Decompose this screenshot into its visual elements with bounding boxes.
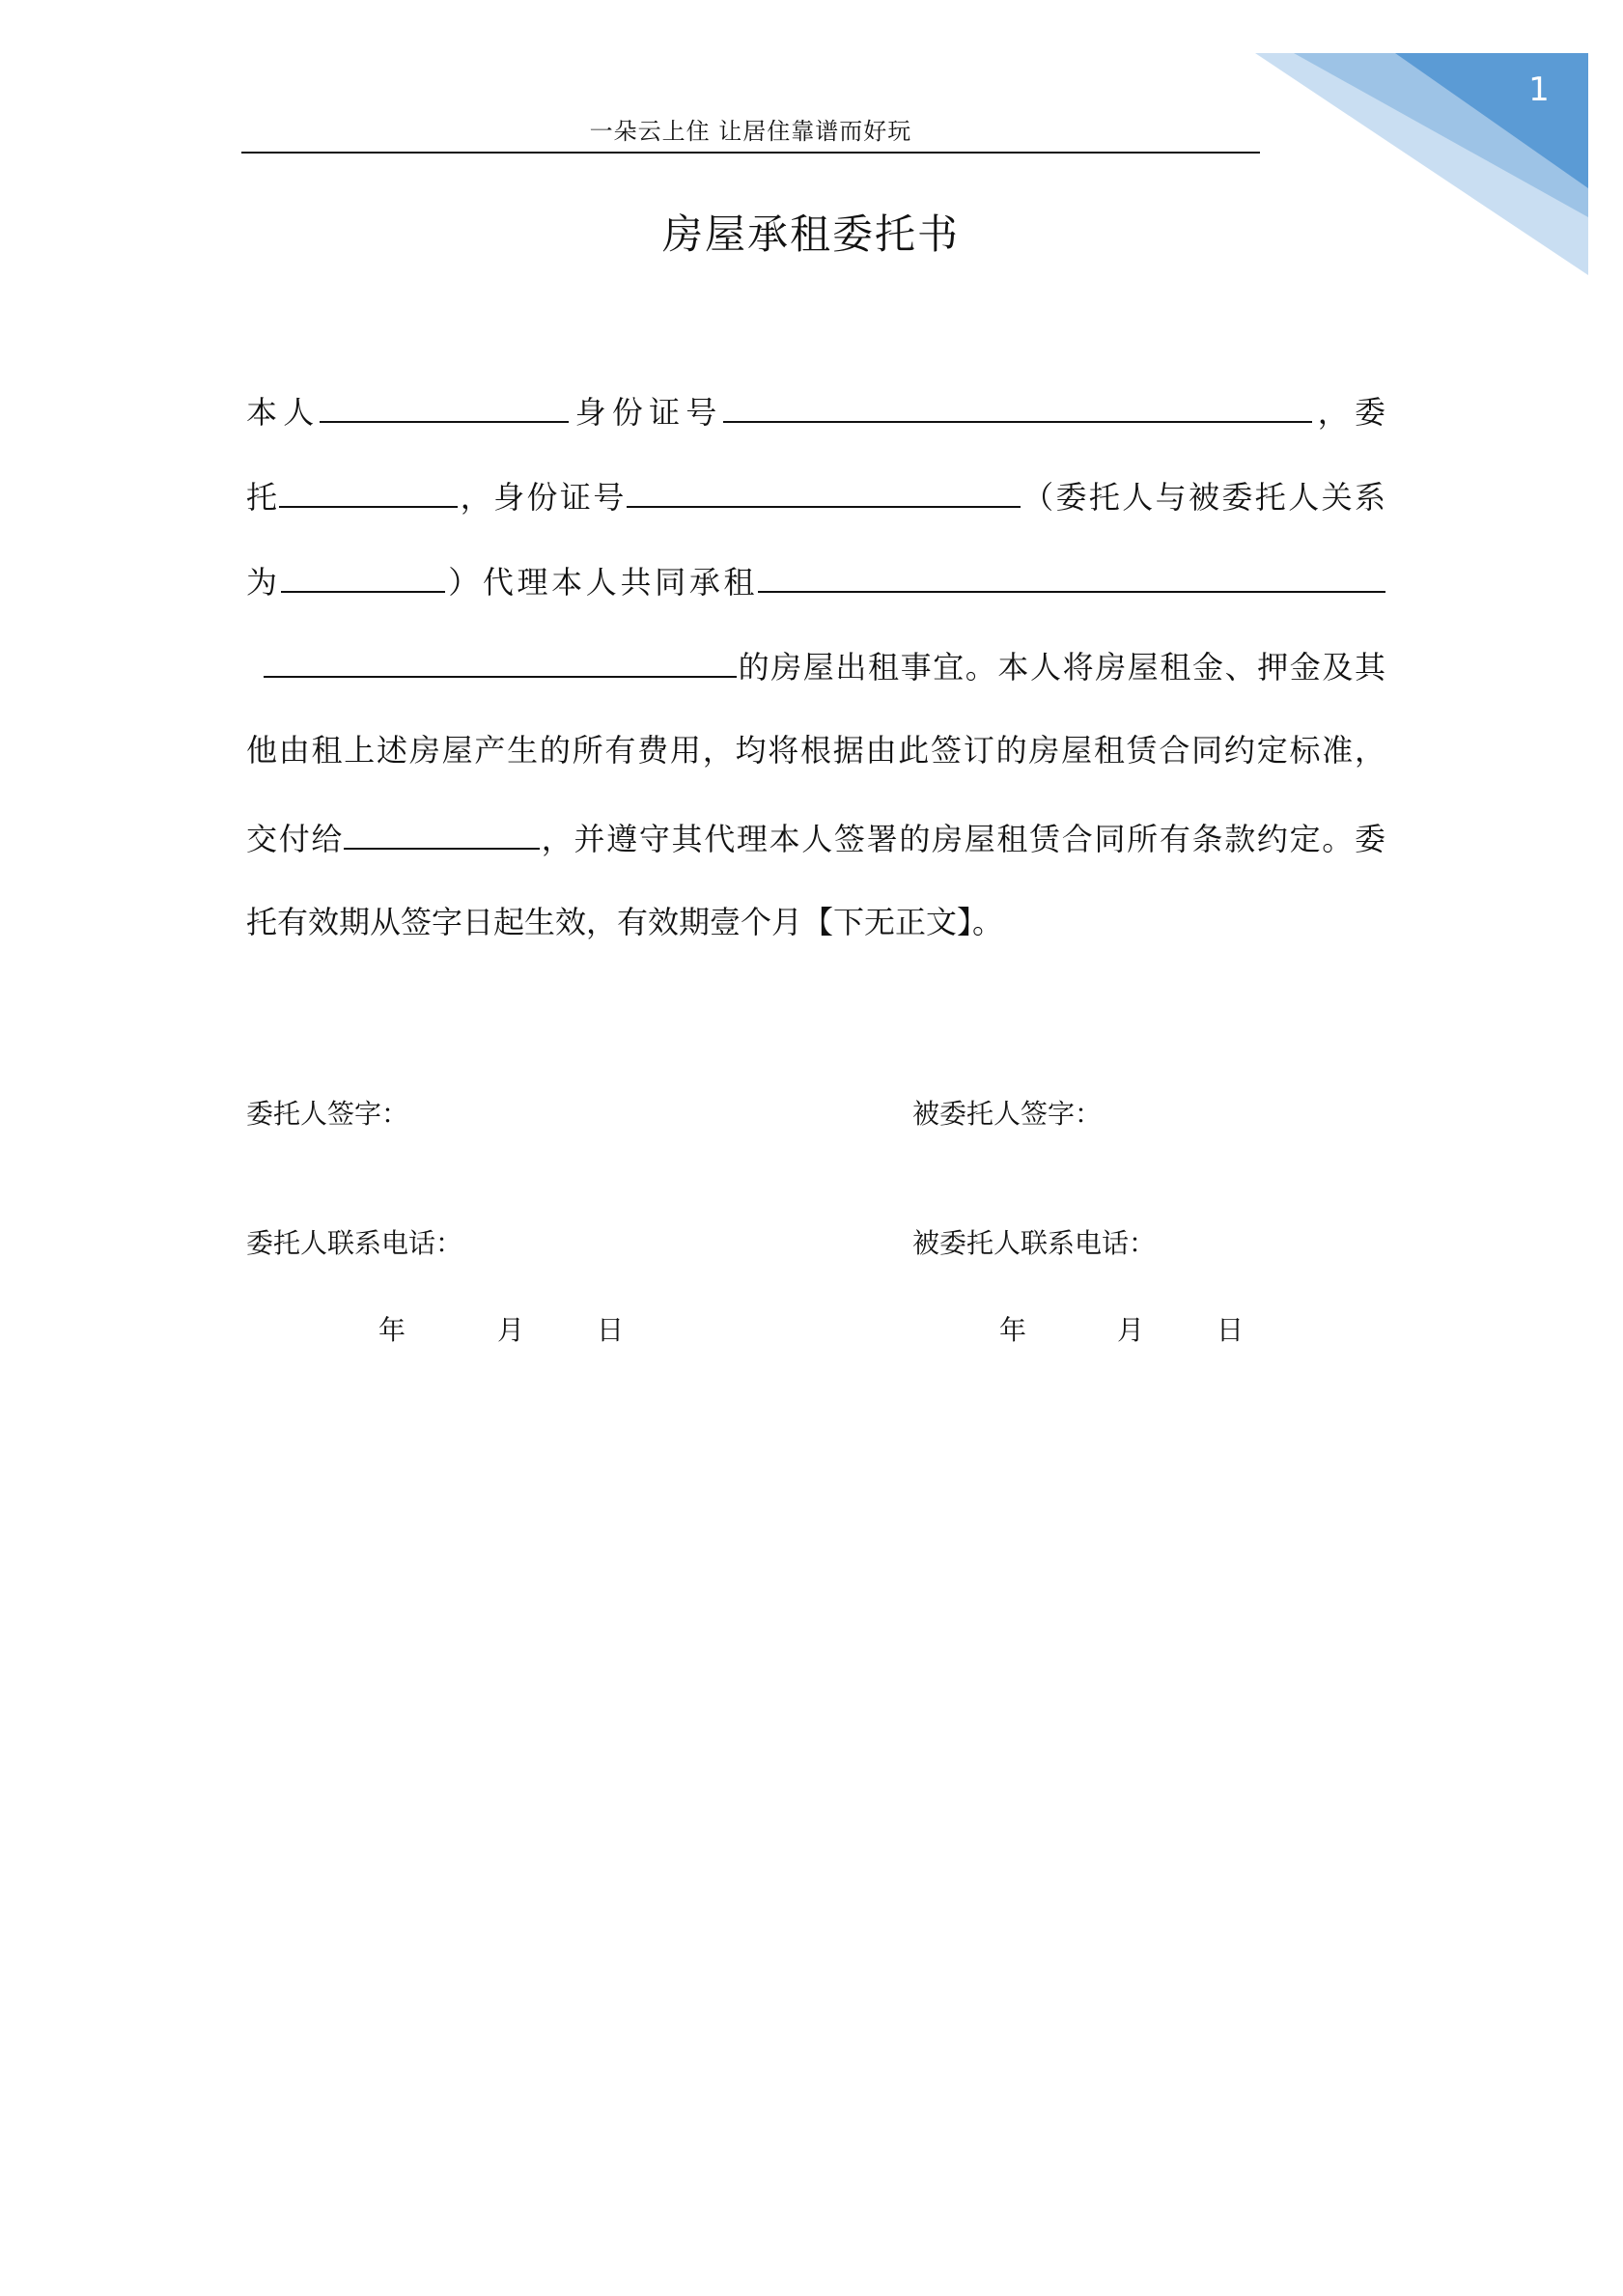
agent-id-blank[interactable] bbox=[627, 471, 1021, 508]
document-title: 房屋承租委托书 bbox=[661, 210, 960, 258]
text-segment: 交付给 bbox=[246, 821, 345, 857]
header-divider bbox=[241, 152, 1260, 154]
text-segment: 托 bbox=[246, 479, 280, 516]
text-segment: 的房屋出租事宜。本人将房屋租金、押金及其 bbox=[737, 649, 1385, 686]
principal-id-blank[interactable] bbox=[723, 386, 1312, 423]
text-segment: 委 bbox=[1354, 394, 1385, 431]
principal-name-blank[interactable] bbox=[320, 386, 569, 423]
relationship-blank[interactable] bbox=[281, 556, 445, 593]
body-line-2 bbox=[246, 471, 1385, 519]
agent-signature-label: 被委托人签字： bbox=[912, 1098, 1103, 1130]
text-segment: ，身份证号 bbox=[458, 479, 627, 516]
agent-name-blank[interactable] bbox=[279, 471, 458, 508]
body-line-5: 他由租上述房屋产生的所有费用，均将根据由此签订的房屋租赁合同约定标准， bbox=[246, 732, 1385, 769]
property-address-blank[interactable] bbox=[758, 556, 1385, 593]
text-segment: ， bbox=[1311, 394, 1355, 431]
body-line-1 bbox=[246, 386, 1385, 434]
body-line-4 bbox=[246, 641, 1385, 689]
principal-date-month: 月 bbox=[497, 1314, 525, 1346]
text-segment: ）代理本人共同承租 bbox=[444, 564, 758, 601]
text-segment: 身份证号 bbox=[569, 394, 723, 431]
text-segment: （委托人与被委托人关系 bbox=[1020, 479, 1385, 516]
principal-date-year: 年 bbox=[378, 1314, 406, 1346]
agent-date-month: 月 bbox=[1117, 1314, 1145, 1346]
agent-date-day: 日 bbox=[1217, 1314, 1245, 1346]
header-tagline: 一朵云上住 让居住靠谱而好玩 bbox=[589, 118, 912, 145]
property-address-blank-cont[interactable] bbox=[264, 641, 737, 678]
text-segment: ，并遵守其代理本人签署的房屋租赁合同所有条款约定。委 bbox=[540, 821, 1385, 857]
agent-date-year: 年 bbox=[999, 1314, 1027, 1346]
body-line-6 bbox=[246, 813, 1385, 861]
principal-phone-label: 委托人联系电话： bbox=[246, 1227, 463, 1259]
agent-phone-label: 被委托人联系电话： bbox=[912, 1227, 1157, 1259]
principal-signature-label: 委托人签字： bbox=[246, 1098, 409, 1130]
body-line-3 bbox=[246, 556, 1385, 604]
text-segment: 为 bbox=[246, 564, 281, 601]
text-segment: 本人 bbox=[246, 394, 321, 431]
page-number: 1 bbox=[1528, 70, 1550, 109]
payee-blank[interactable] bbox=[344, 813, 540, 850]
principal-date-day: 日 bbox=[597, 1314, 625, 1346]
body-line-7: 托有效期从签字日起生效，有效期壹个月【下无正文】。 bbox=[246, 904, 1004, 940]
